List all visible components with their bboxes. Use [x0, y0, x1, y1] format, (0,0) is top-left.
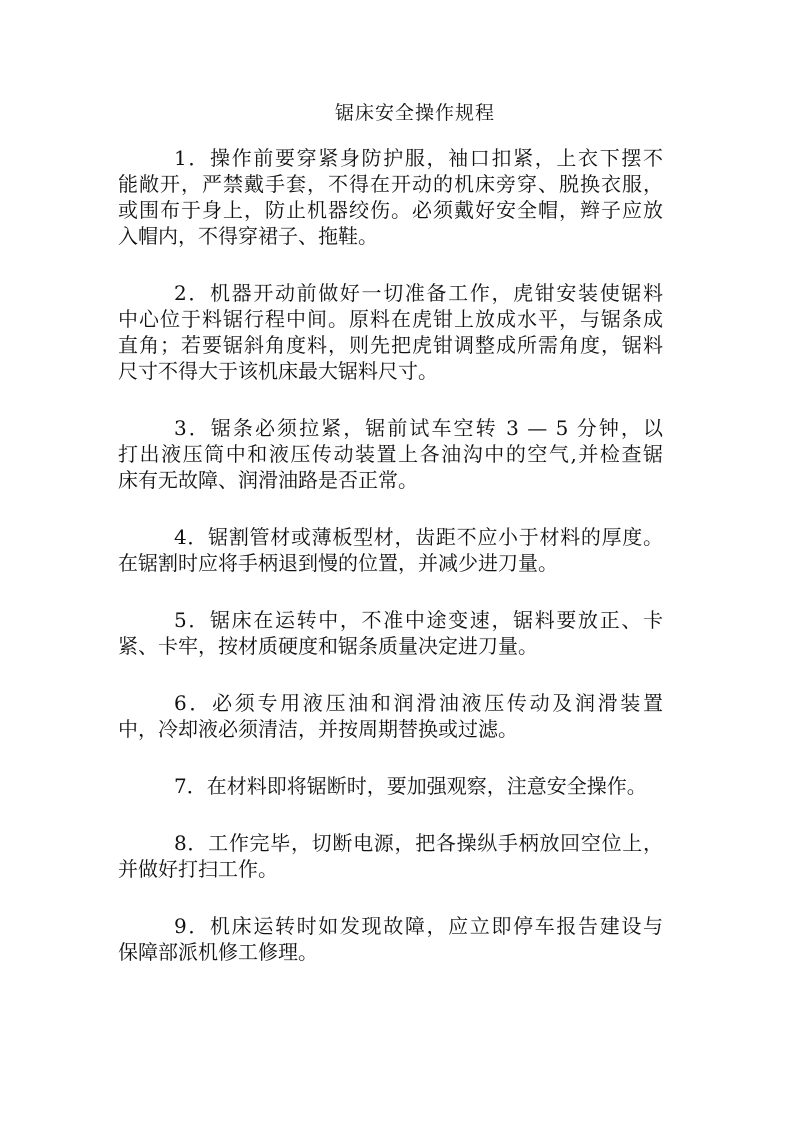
paragraph-7 [118, 773, 663, 799]
paragraph-line: 紧、卡牢，按材质硬度和锯条质量决定进刀量。 [118, 634, 538, 658]
paragraph-line: 打出液压筒中和液压传动装置上各油沟中的空气,并检查锯 [118, 442, 663, 466]
paragraph-line: 9．机床运转时如发现故障，应立即停车报告建设与 [174, 914, 663, 938]
paragraph-line: 2．机器开动前做好一切准备工作，虎钳安装使锯料 [174, 281, 663, 305]
paragraph-line: 尺寸不得大于该机床最大锯料尺寸。 [118, 359, 438, 383]
paragraph-line: 中心位于料锯行程中间。原料在虎钳上放成水平，与锯条成 [118, 307, 663, 331]
paragraph-line: 1．操作前要穿紧身防护服，袖口扣紧，上衣下摆不 [174, 146, 663, 170]
paragraph-5 [118, 607, 663, 659]
paragraph-line: 8．工作完毕，切断电源，把各操纵手柄放回空位上， [174, 831, 663, 855]
paragraph-2 [118, 280, 663, 384]
paragraph-3 [118, 415, 663, 493]
paragraph-9 [118, 913, 663, 965]
paragraph-6 [118, 690, 663, 742]
document-title: 锯床安全操作规程 [334, 102, 495, 124]
paragraph-line: 床有无故障、润滑油路是否正常。 [118, 468, 418, 492]
paragraph-1 [118, 145, 663, 249]
paragraph-line: 能敞开，严禁戴手套，不得在开动的机床旁穿、脱换衣服， [118, 172, 663, 196]
paragraph-line: 并做好打扫工作。 [118, 857, 278, 881]
paragraph-line: 保障部派机修工修理。 [118, 940, 318, 964]
paragraph-line: 直角；若要锯斜角度料，则先把虎钳调整成所需角度，锯料 [118, 333, 663, 357]
paragraph-8 [118, 830, 663, 882]
paragraph-line: 7．在材料即将锯断时，要加强观察，注意安全操作。 [174, 774, 647, 798]
paragraph-line: 3．锯条必须拉紧，锯前试车空转 3 — 5 分钟，以 [174, 416, 663, 440]
paragraph-4 [118, 524, 663, 576]
paragraph-line: 4．锯割管材或薄板型材，齿距不应小于材料的厚度。 [174, 525, 663, 549]
paragraph-line: 6．必须专用液压油和润滑油液压传动及润滑装置 [174, 691, 663, 715]
paragraph-line: 中，冷却液必须清洁，并按周期替换或过滤。 [118, 717, 518, 741]
paragraph-line: 入帽内，不得穿裙子、拖鞋。 [118, 224, 378, 248]
paragraph-line: 5．锯床在运转中，不准中途变速，锯料要放正、卡 [174, 608, 663, 632]
paragraph-line: 或围布于身上，防止机器绞伤。必须戴好安全帽，辫子应放 [118, 198, 663, 222]
paragraph-line: 在锯割时应将手柄退到慢的位置，并减少进刀量。 [118, 551, 558, 575]
document-body [118, 145, 663, 996]
